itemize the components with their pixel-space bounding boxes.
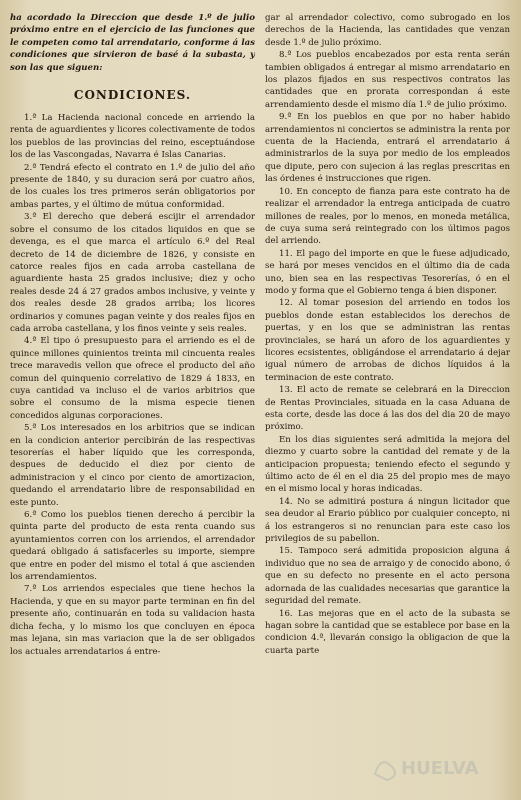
conditions-heading: CONDICIONES. <box>73 88 192 103</box>
condition-paragraph: 5.ª Los interesados en los arbitrios que se indican en la condicion anterior percibirán de las respectivas tesorerías el haber líquido que les corresponda, despues de deducido el diez por ciento de administracion y el cinco por ciento de amortizacion, quedando el arrendatario libre de responsabilidad en este punto. <box>10 423 255 508</box>
text-columns <box>10 12 511 790</box>
watermark-seal-icon <box>367 744 487 788</box>
left-column <box>10 12 255 790</box>
condition-paragraph: 7.ª Los arriendos especiales que tiene hechos la Hacienda, y que en su mayor parte terminan en fin del presente año, continuarán en toda su validacion hasta dicha fecha, y lo mismo los que concluyen en época mas lejana, sin mas variacion que la de ser obligados los actuales arrendatarios á entre- <box>10 584 255 657</box>
condition-paragraph: 10. En concepto de fianza para este contrato ha de realizar el arrendador la entrega anticipada de cuatro millones de reales, por lo menos, en moneda metálica, de cuya suma será reintegrado con los últimos pagos del arriendo. <box>265 186 510 247</box>
intro-paragraph: ha acordado la Direccion que desde 1.º de julio próximo entre en el ejercicio de las funciones que le competen como tal arrendatario, conforme á las condiciones que sirvieron de basé á la subasta, y son las que siguen: <box>10 13 255 73</box>
condition-paragraph: 15. Tampoco será admitida proposicion alguna á individuo que no sea de arraigo y de conocido abono, ó que en su defecto no presente en el acto persona adornada de las cualidades necesarias que garantice la seguridad del remate. <box>265 546 510 607</box>
condition-paragraph: 14. No se admitirá postura á ningun licitador que sea deudor al Erario público por cualquier concepto, ni á los estrangeros si no renuncian para este caso los privilegios de su pabellon. <box>265 496 510 545</box>
condition-paragraph: 6.ª Como los pueblos tienen derecho á percibir la quinta parte del producto de esta renta cuando sus ayuntamientos corren con los arriendos, el arrendador quedará obligado á satisfacerles su importe, siempre que entre en poder del mismo el total á que ascienden los arrendamientos. <box>10 510 255 583</box>
condition-paragraph: 2.ª Tendrá efecto el contrato en 1.º de julio del año presente de 1840, y su duracion será por cuatro años, de los cuales los tres primeros serán obligatorios por ambas partes, y el último de mútua conformidad. <box>10 162 255 210</box>
condition-paragraph: 8.ª Los pueblos encabezados por esta renta serán tambien obligados á entregar al mismo arrendatario en los plazos fijados en sus respectivos contratos las cantidades que en prorata correspondan á este arrendamiento desde el mismo día 1.º de julio próximo. <box>265 50 510 110</box>
right-column <box>265 12 510 790</box>
condition-paragraph: 9.ª En los pueblos en que por no haber habido arrendamientos ni conciertos se administra la renta por cuenta de la Hacienda, entrará el arrendatario á administrarlos de la suya por medio de los empleados que dipute, pero con sujecion á las reglas prescritas en las órdenes é instrucciones que rigen. <box>265 112 510 185</box>
condition-paragraph: 16. Las mejoras que en el acto de la subasta se hagan sobre la cantidad que se establece por base en la condicion 4.ª, llevarán consigo la obligacion de que la cuarta parte <box>265 608 510 656</box>
archive-watermark <box>367 744 487 788</box>
condition-paragraph: 3.ª El derecho que deberá esсijir el arrendador sobre el consumo de los citados liquidos en que se devenga, es el que marca el artículo 6.º del Real decreto de 14 de diciembre de 1826, y consiste en catorce reales fijos en cada arroba castellana de aguardiente hasta 25 grados inclusive; diez y ocho reales desde 24 á 27 grados ambos inclusive, y veinte y dos reales desde 28 grados arriba; los licores ordinarios y comunes pagan veinte y dos reales fijos en cada arroba castellana, y los finos veinte y seis reales. <box>10 212 255 334</box>
condition-paragraph: gar al arrendador colectivo, como subrogado en los derechos de la Hacienda, las cantidades que venzan desde 1.º de julio próximo. <box>265 13 510 48</box>
condition-paragraph: 12. Al tomar posesion del arriendo en todos los pueblos donde estan establecidos los derechos de puertas, y en los que se administran las rentas provinciales, se hará un aforo de los aguardientes y licores ecsistentes, obligándose el arrendatario á dejar igual número de arrobas de dichos líquidos á la terminacion de este contrato. <box>265 298 510 383</box>
condition-paragraph: 13. El acto de remate se celebrará en la Direccion de Rentas Provinciales, situada en la casa Aduana de esta corte, desde las doce á las dos del dia 20 de mayo próximo. <box>265 385 510 433</box>
condition-paragraph: 11. El pago del importe en que le fuese adjudicado, se hará por meses vencidos en el último dia de cada uno, bien sea en las respectivas Tesorerías, ó en el modo y forma que el Gobierno tenga á bien disponer. <box>265 248 510 296</box>
condition-paragraph: 1.ª La Hacienda nacional concede en arriendo la renta de aguardientes y licores colectivamente de todos los pueblos de las provincias del reino, esceptuándose los de las Vascongadas, Navarra é Islas Canarias. <box>10 113 255 161</box>
watermark-text: HUELVA <box>401 758 479 779</box>
condition-paragraph: 4.ª El tipo ó presupuesto para el arriendo es el de quince millones quinientos treinta mil cincuenta reales trece maravedis vellon que ofrece el producto del año comun del quinquenio correlativo de 1829 á 1833, en cuya cantidad va incluso el de varios arbitrios que sobre el consumo de la misma especie tienen concedidos algunas corporaciones. <box>10 336 255 421</box>
condition-paragraph: En los dias siguientes será admitida la mejora del diezmo y cuarto sobre la cantidad del remate y de la anticipacion propuesta; teniendo efecto el segundo y último acto de él en el dia 25 del propio mes de mayo en el mismo local y horas indicadas. <box>265 434 510 495</box>
